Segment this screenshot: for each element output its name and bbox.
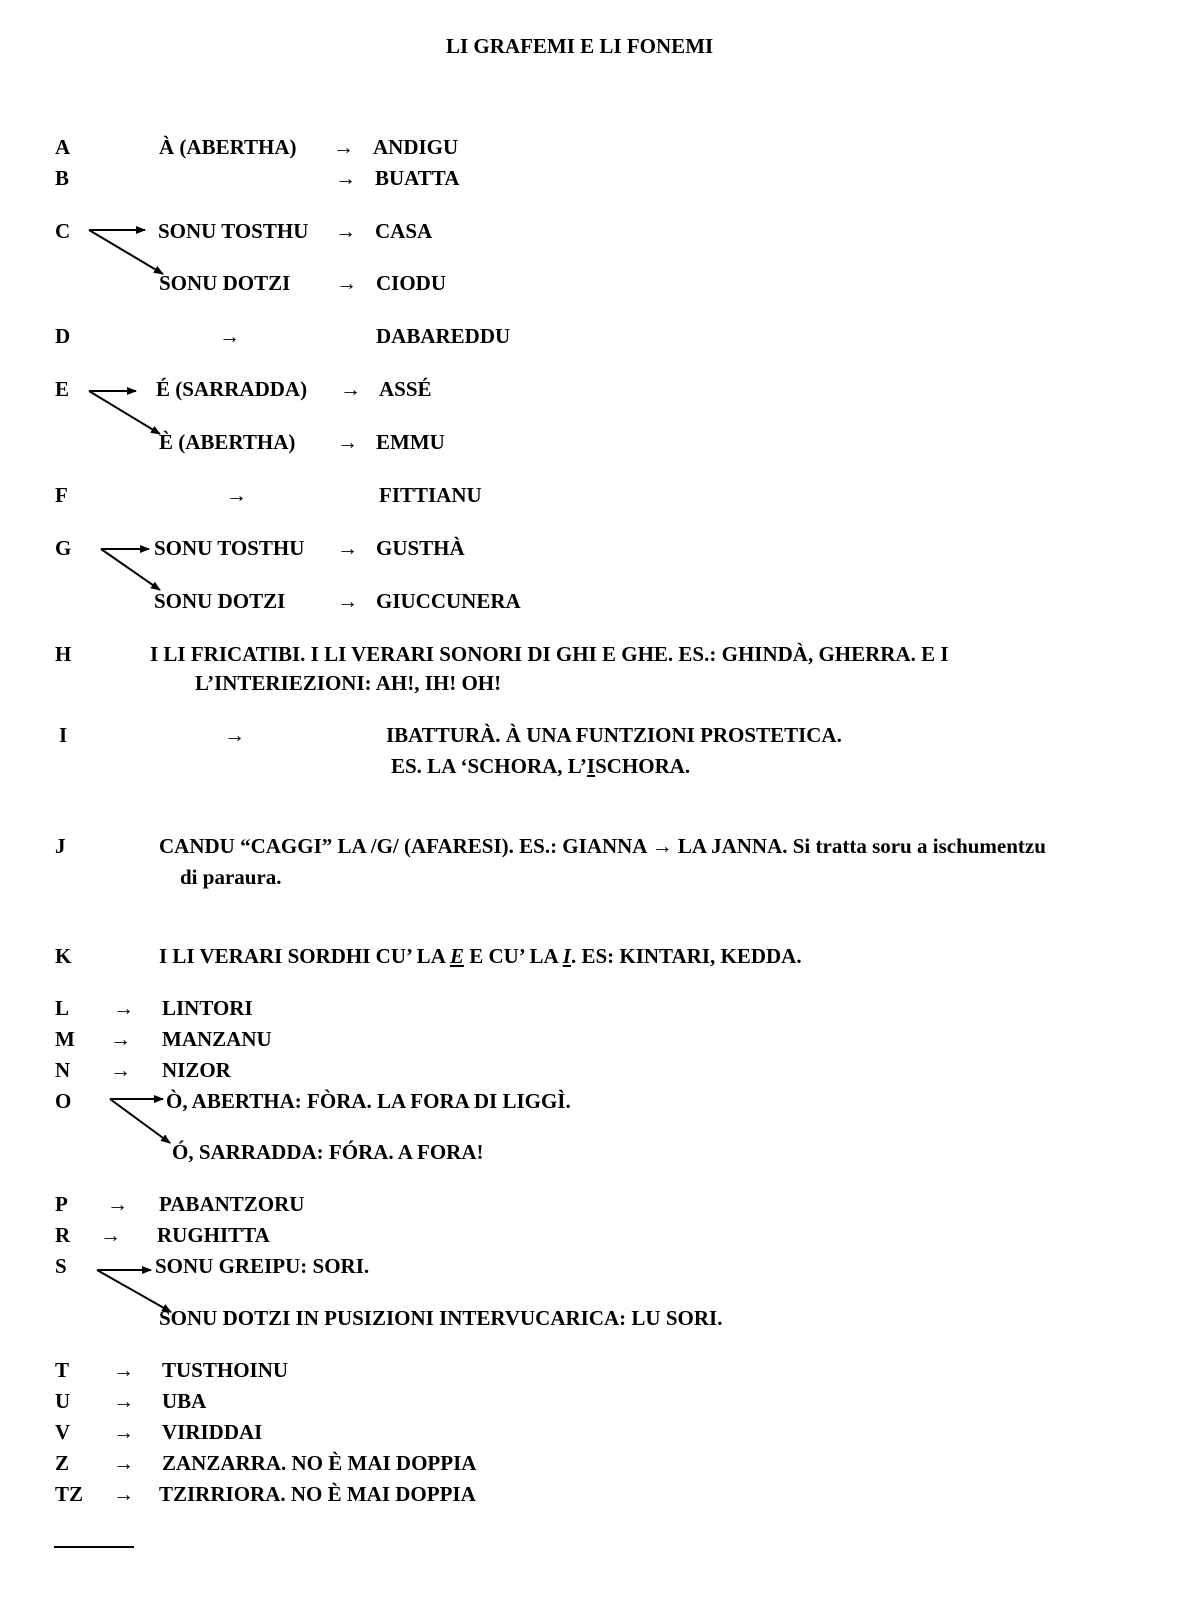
arrow-icon: → [113,1451,134,1475]
arrow-icon: → [107,1192,128,1216]
arrow-icon: → [110,1058,131,1082]
letter-c: C [55,219,71,243]
s-voiced-description: SONU DOTZI IN PUSIZIONI INTERVUCARICA: LU SORI. [159,1306,723,1330]
letter-e: E [55,377,70,401]
o-branch-arrow-bottom [110,1099,170,1143]
example-g-2: GIUCCUNERA [376,589,521,613]
letter-g: G [55,536,72,560]
example-c-2: CIODU [376,271,447,295]
letter-a: A [55,135,71,159]
sound-c-1: SONU TOSTHU [158,219,309,243]
page-title: LI GRAFEMI E LI FONEMI [446,34,714,58]
arrow-icon: → [113,1389,134,1413]
sound-a: À (ABERTHA) [159,135,297,159]
sound-g-1: SONU TOSTHU [154,536,305,560]
arrow-icon: → [226,483,247,507]
example-r: RUGHITTA [157,1223,270,1247]
arrow-icon: → [336,271,357,295]
example-f: FITTIANU [379,483,482,507]
example-d: DABAREDDU [376,324,511,348]
letter-m: M [55,1027,75,1051]
arrow-icon: → [100,1223,121,1247]
s-voiceless-description: SONU GREIPU: SORI. [155,1254,370,1278]
example-t: TUSTHOINU [162,1358,289,1382]
arrow-icon: → [651,834,673,858]
letter-i: I [59,723,68,747]
example-e-1: ASSÉ [379,377,432,401]
letter-p: P [55,1192,68,1216]
i-description-line-1: IBATTURÀ. À UNA FUNTZIONI PROSTETICA. [386,723,842,747]
arrow-icon: → [337,430,358,454]
letter-k: K [55,944,72,968]
h-description-line-2: L’INTERIEZIONI: AH!, IH! OH! [195,671,502,695]
arrow-icon: → [113,1358,134,1382]
example-n: NIZOR [162,1058,231,1082]
letter-r: R [55,1223,71,1247]
letter-u: U [55,1389,71,1413]
e-branch-arrow-bottom [89,391,160,434]
arrow-icon: → [340,377,361,401]
example-c-1: CASA [375,219,433,243]
example-l: LINTORI [162,996,253,1020]
letter-j: J [55,834,66,858]
arrow-icon: → [337,589,358,613]
example-m: MANZANU [162,1027,272,1051]
letter-t: T [55,1358,70,1382]
arrow-icon: → [113,1482,134,1506]
sound-c-2: SONU DOTZI [159,271,291,295]
o-closed-description: Ó, SARRADDA: FÓRA. A FORA! [172,1140,484,1164]
example-g-1: GUSTHÀ [376,536,465,560]
example-v: VIRIDDAI [162,1420,263,1444]
underlined-e: E [449,944,464,968]
arrow-icon: → [224,723,245,747]
letter-z: Z [55,1451,70,1475]
letter-b: B [55,166,70,190]
h-description-line-1: I LI FRICATIBI. I LI VERARI SONORI DI GHI E GHE. ES.: GHINDÀ, GHERRA. E I [150,642,949,666]
j-description-line-2: di paraura. [180,865,282,889]
letter-n: N [55,1058,71,1082]
i-description-line-2: ES. LA ‘SCHORA, L’ISCHORA. [391,754,691,778]
arrow-icon: → [110,1027,131,1051]
example-e-2: EMMU [376,430,445,454]
letter-s: S [55,1254,67,1278]
letter-f: F [55,483,68,507]
footnote-separator [54,1546,134,1548]
c-branch-arrow-bottom [89,230,163,274]
underlined-i: I [562,944,571,968]
arrow-icon: → [337,536,358,560]
example-z: ZANZARRA. NO È MAI DOPPIA [162,1451,477,1475]
o-open-description: Ò, ABERTHA: FÒRA. LA FORA DI LIGGÌ. [166,1089,571,1113]
underlined-i: I [586,754,596,778]
arrow-icon: → [333,135,354,159]
arrow-icon: → [113,1420,134,1444]
letter-tz: TZ [55,1482,84,1506]
example-u: UBA [162,1389,207,1413]
arrow-icon: → [113,996,134,1020]
example-tz: TZIRRIORA. NO È MAI DOPPIA [159,1482,476,1506]
k-description: I LI VERARI SORDHI CU’ LA E E CU’ LA I. ES: KINTARI, KEDDA. [159,944,802,968]
example-b: BUATTA [375,166,460,190]
arrow-icon: → [219,324,240,348]
j-description-line-1: CANDU “CAGGI” LA /G/ (AFARESI). ES.: GIANNA → LA JANNA. Si tratta soru a ischumentzu [159,834,1046,858]
letter-d: D [55,324,71,348]
example-p: PABANTZORU [159,1192,305,1216]
g-branch-arrow-bottom [101,549,160,590]
arrow-icon: → [335,219,356,243]
sound-e-1: É (SARRADDA) [156,377,308,401]
example-a: ANDIGU [373,135,459,159]
letter-v: V [55,1420,71,1444]
sound-g-2: SONU DOTZI [154,589,286,613]
sound-e-2: È (ABERTHA) [159,430,296,454]
arrow-icon: → [335,166,356,190]
letter-h: H [55,642,72,666]
letter-l: L [55,996,70,1020]
letter-o: O [55,1089,72,1113]
